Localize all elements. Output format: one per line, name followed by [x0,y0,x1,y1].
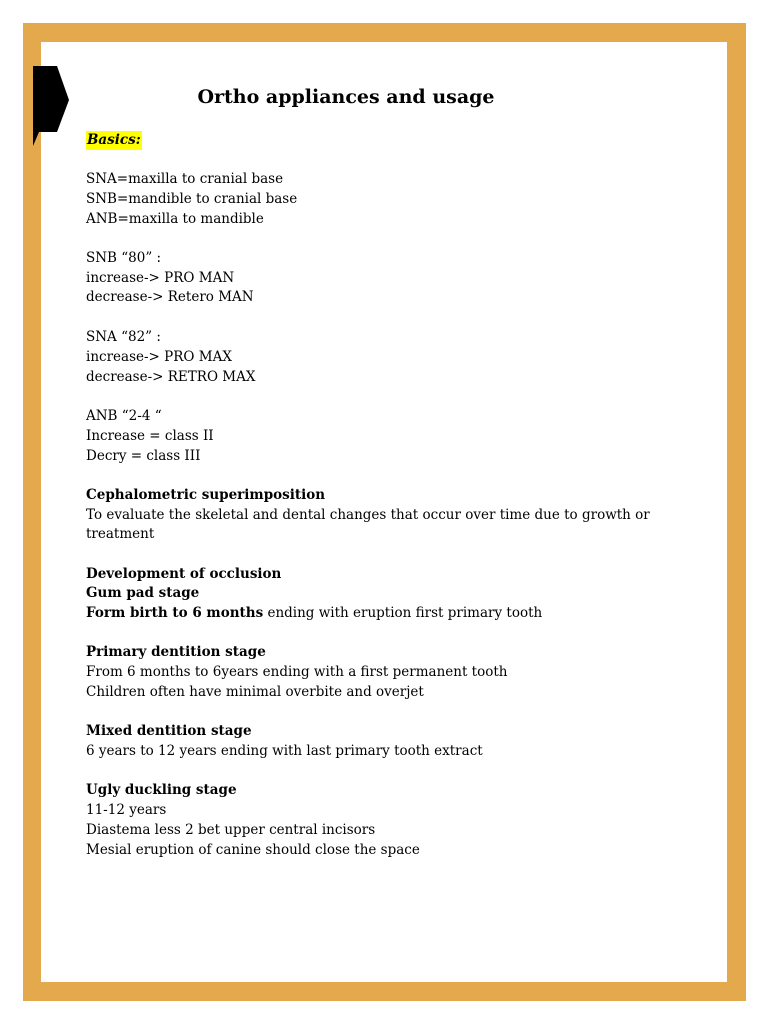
basics-heading: Basics: [87,132,141,148]
gum-pad-description [86,604,542,623]
mixed-line-1: 6 years to 12 years ending with last primary tooth extract [86,743,483,759]
ceph-description-cont: treatment [86,526,155,542]
sna-heading: SNA “82” : [86,329,161,345]
anb-decrease: Decry = class III [86,448,201,464]
ugly-duckling-line-2: Diastema less 2 bet upper central incisors [86,822,376,838]
mixed-heading: Mixed dentition stage [86,723,252,739]
snb-decrease: decrease-> Retero MAN [86,289,254,305]
gum-pad-heading: Gum pad stage [86,585,200,601]
ugly-duckling-line-3: Mesial eruption of canine should close the space [86,842,420,858]
gum-pad-age-range: Form birth to 6 months [86,605,264,621]
snb-heading: SNB “80” : [86,250,162,266]
angle-sna-definition: SNA=maxilla to cranial base [86,171,284,187]
ugly-duckling-line-1: 11-12 years [86,802,167,818]
primary-line-1: From 6 months to 6years ending with a first permanent tooth [86,664,508,680]
ceph-heading: Cephalometric superimposition [86,487,326,503]
ceph-description: To evaluate the skeletal and dental changes that occur over time due to growth or [86,507,650,523]
primary-line-2: Children often have minimal overbite and overjet [86,684,424,700]
page-title: Ortho appliances and usage [197,86,495,108]
sna-increase: increase-> PRO MAX [86,349,232,365]
gum-pad-detail: ending with eruption first primary tooth [263,605,543,621]
bookmark-tab-icon [33,66,69,146]
angle-anb-definition: ANB=maxilla to mandible [86,211,264,227]
sna-decrease: decrease-> RETRO MAX [86,369,256,385]
anb-increase: Increase = class II [86,428,214,444]
snb-increase: increase-> PRO MAN [86,270,235,286]
anb-heading: ANB “2-4 “ [86,408,162,424]
angle-snb-definition: SNB=mandible to cranial base [86,191,298,207]
ugly-duckling-heading: Ugly duckling stage [86,782,237,798]
occlusion-heading: Development of occlusion [86,566,282,582]
primary-heading: Primary dentition stage [86,644,266,660]
